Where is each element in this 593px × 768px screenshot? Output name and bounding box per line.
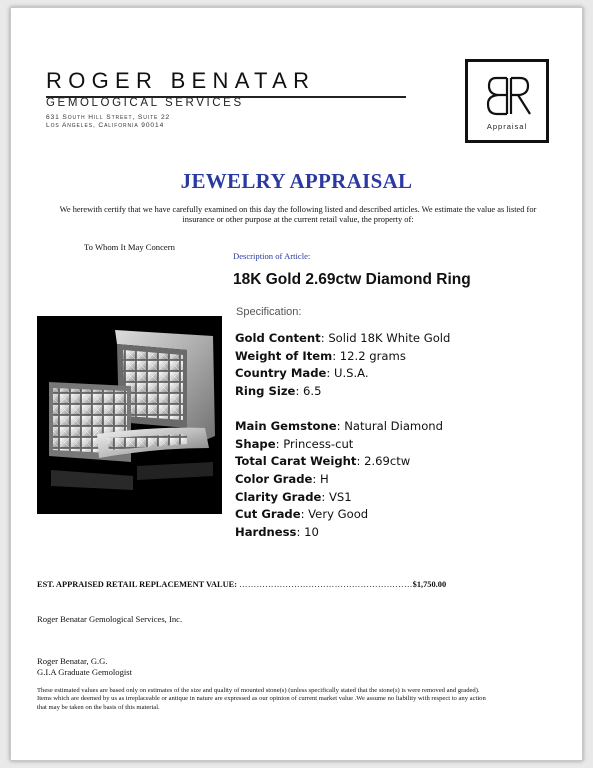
signer-company: Roger Benatar Gemological Services, Inc. (37, 614, 183, 624)
spec-clarity-grade: Clarity Grade: VS1 (235, 489, 352, 504)
ring-photo (37, 316, 222, 514)
address-line-2: Los Angeles, California 90014 (46, 122, 165, 129)
spec-gold-content: Gold Content: Solid 18K White Gold (235, 331, 451, 345)
spec-color-grade: Color Grade: H (235, 472, 329, 486)
spec-weight: Weight of Item: 12.2 grams (235, 348, 406, 363)
diamond-ring-image (37, 316, 222, 514)
br-monogram-icon (486, 74, 532, 118)
company-name: ROGER BENATAR (46, 68, 316, 93)
company-subtitle: GEMOLOGICAL SERVICES (46, 97, 244, 109)
specification-label: Specification: (236, 306, 302, 318)
leader-dots: …………………………………………………… (239, 580, 413, 589)
appraisal-logo (465, 59, 549, 143)
description-label: Description of Article: (233, 251, 311, 261)
appraisal-document (10, 7, 583, 761)
signer-title: G.I.A Graduate Gemologist (37, 666, 132, 677)
logo-caption: Appraisal (486, 122, 528, 131)
item-title: 18K Gold 2.69ctw Diamond Ring (233, 271, 471, 288)
signer-block (37, 656, 132, 677)
document-title: JEWELRY APPRAISAL (180, 169, 413, 193)
spec-ring-size: Ring Size: 6.5 (235, 384, 322, 399)
spec-hardness: Hardness: 10 (235, 525, 319, 540)
spec-total-carat-weight: Total Carat Weight: 2.69ctw (235, 454, 411, 469)
spec-main-gemstone: Main Gemstone: Natural Diamond (235, 418, 444, 433)
spec-cut-grade: Cut Grade: Very Good (235, 507, 369, 522)
appraised-value-label: EST. APPRAISED RETAIL REPLACEMENT VALUE: (37, 580, 238, 589)
spec-spacer (235, 401, 450, 418)
spec-shape: Shape: Princess-cut (235, 436, 354, 451)
disclaimer-text: These estimated values are based only on estimates of the size and quality of mounted stone(s) (unless specifically stated that the stone(s) is were removed and graded). Items which are deemed by us as irreplaceable or antique in nature are expressed as our opinion of current market value .We assume no liability with respect to any action that may be taken on the basis of this material. (37, 687, 486, 711)
appraised-value: $1,750.00 (412, 580, 447, 589)
address-line-1: 631 South Hill Street, Suite 22 (46, 114, 171, 121)
certification-text: We herewith certify that we have carefully examined on this day the following listed and described articles. We estimate the value as listed for insurance or other purpose at the current retail value, the property of: (59, 205, 537, 224)
appraised-value-line (37, 580, 482, 589)
recipient: To Whom It May Concern (84, 242, 175, 252)
spec-country-made: Country Made: U.S.A. (235, 366, 369, 381)
specifications (235, 330, 450, 542)
signer-name: Roger Benatar, G.G. (37, 656, 108, 666)
